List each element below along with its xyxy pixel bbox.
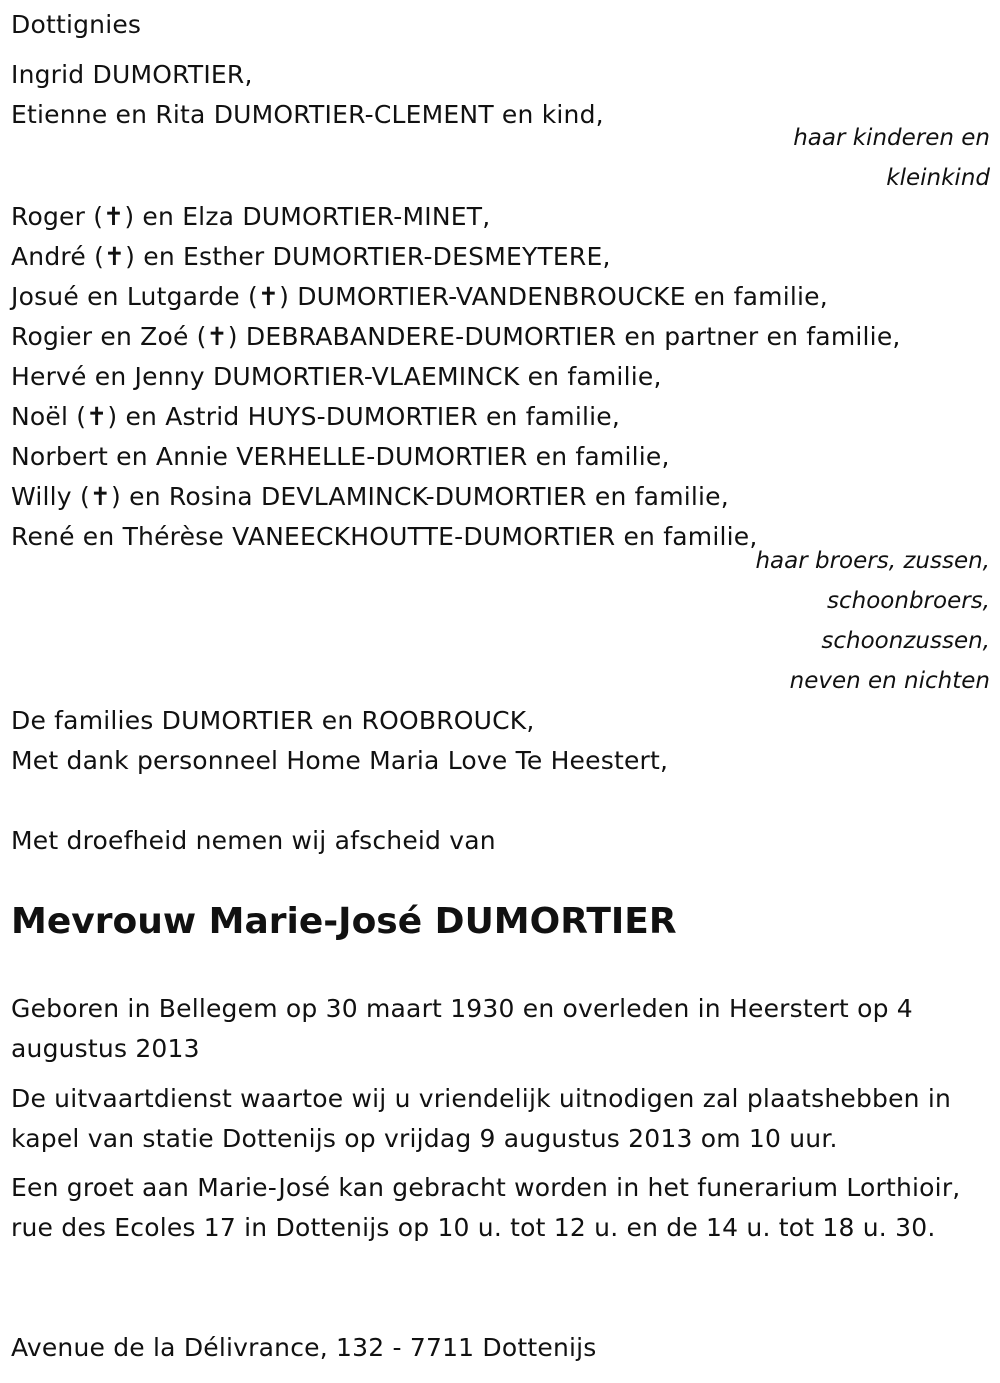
birth-death-text: Geboren in Bellegem op 30 maart 1930 en overleden in Heerstert op 4 augustus 2013 <box>11 994 913 1063</box>
service-text: De uitvaartdienst waartoe wij u vriendelijk uitnodigen zal plaatshebben in kapel van statie Dottenijs op vrijdag 9 augustus 2013 om 10 uur. <box>11 1084 952 1153</box>
families-line-1: De families DUMORTIER en ROOBROUCK, <box>11 706 535 735</box>
deceased-name: Mevrouw Marie-José DUMORTIER <box>11 901 677 942</box>
sibling-line-5: Hervé en Jenny DUMORTIER-VLAEMINCK en familie, <box>11 362 662 391</box>
intro-text: Met droefheid nemen wij afscheid van <box>11 826 496 855</box>
siblings-label-2: schoonbroers, <box>827 588 990 614</box>
sibling-line-7: Norbert en Annie VERHELLE-DUMORTIER en familie, <box>11 442 670 471</box>
siblings-label-1: haar broers, zussen, <box>755 548 990 574</box>
sibling-line-9: René en Thérèse VANEECKHOUTTE-DUMORTIER en familie, <box>11 522 758 551</box>
sibling-line-2: André (✝) en Esther DUMORTIER-DESMEYTERE, <box>11 242 611 271</box>
sibling-line-3: Josué en Lutgarde (✝) DUMORTIER-VANDENBROUCKE en familie, <box>11 282 828 311</box>
siblings-label-4: neven en nichten <box>789 668 990 694</box>
children-label-1: haar kinderen en <box>793 125 990 151</box>
address: Avenue de la Délivrance, 132 - 7711 Dottenijs <box>11 1333 597 1362</box>
children-label-2: kleinkind <box>886 165 990 191</box>
place: Dottignies <box>11 10 142 39</box>
sibling-line-6: Noël (✝) en Astrid HUYS-DUMORTIER en familie, <box>11 402 620 431</box>
sibling-line-8: Willy (✝) en Rosina DEVLAMINCK-DUMORTIER en familie, <box>11 482 729 511</box>
visit-text: Een groet aan Marie-José kan gebracht worden in het funerarium Lorthioir, rue des Ecoles 17 in Dottenijs op 10 u. tot 12 u. en de 14 u. tot 18 u. 30. <box>11 1173 961 1242</box>
child-line-2: Etienne en Rita DUMORTIER-CLEMENT en kind, <box>11 100 604 129</box>
families-line-2: Met dank personneel Home Maria Love Te Heestert, <box>11 746 669 775</box>
child-line-1: Ingrid DUMORTIER, <box>11 60 253 89</box>
sibling-line-4: Rogier en Zoé (✝) DEBRABANDERE-DUMORTIER en partner en familie, <box>11 322 901 351</box>
sibling-line-1: Roger (✝) en Elza DUMORTIER-MINET, <box>11 202 491 231</box>
siblings-label-3: schoonzussen, <box>821 628 990 654</box>
